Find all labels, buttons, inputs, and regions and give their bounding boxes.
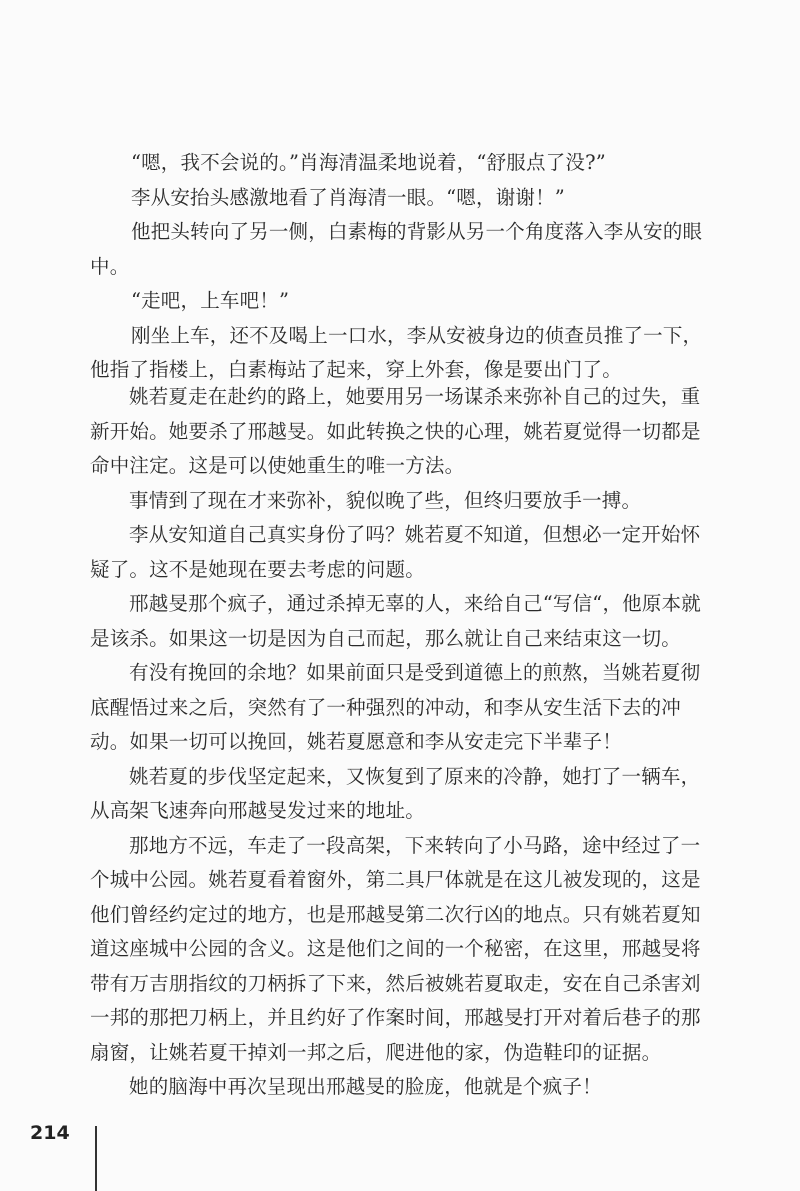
page-number: 214 xyxy=(30,1122,70,1144)
margin-rule xyxy=(95,1126,97,1191)
paragraph: 姚若夏走在赴约的路上，她要用另一场谋杀来弥补自己的过失，重新开始。她要杀了邢越旻。如此转换之快的心理，姚若夏觉得一切都是命中注定。这是可以使她重生的唯一方法。 xyxy=(90,385,701,477)
paragraph: “走吧，上车吧！” xyxy=(130,289,290,312)
paragraph: 邢越旻那个疯子，通过杀掉无辜的人，来给自己“写信“，他原本就是该杀。如果这一切是因为自己而起，那么就让自己来结束这一切。 xyxy=(90,592,701,650)
paragraph: 事情到了现在才来弥补，貌似晚了些，但终归要放手一搏。 xyxy=(129,488,642,512)
paragraph: 姚若夏的步伐坚定起来，又恢复到了原来的冷静，她打了一辆车，从高架飞速奔向邢越旻发过来的地址。 xyxy=(90,764,701,822)
paragraph: 李从安知道自己真实身份了吗？姚若夏不知道，但想必一定开始怀疑了。这不是她现在要去考虑的问题。 xyxy=(90,523,701,581)
paragraph: “嗯，我不会说的。”肖海清温柔地说着，“舒服点了没?” xyxy=(130,151,606,174)
text-section-1 xyxy=(90,146,710,388)
paragraph: 她的脑海中再次呈现出邢越旻的脸庞，他就是个疯子！ xyxy=(129,1075,602,1098)
paragraph: 李从安抬头感激地看了肖海清一眼。“嗯，谢谢！” xyxy=(130,185,565,209)
paragraph: 那地方不远，车走了一段高架，下来转向了小马路，途中经过了一个城中公园。姚若夏看着窗外，第二具尸体就是在这儿被发现的，这是他们曾经约定过的地方，也是邢越旻第二次行凶的地点。只有姚若夏知道这座城中公园的含义。这是他们之间的一个秘密，在这里，邢越旻将带有万吉朋指纹的刀柄拆了下来，然后被姚若夏取走，安在自己杀害刘一邦的那把刀柄上，并且约好了作案时间，邢越旻打开对着后巷子的那扇窗，让姚若夏干掉刘一邦之后，爬进他的家，伪造鞋印的证据。 xyxy=(90,833,701,1064)
paragraph: 刚坐上车，还不及喝上一口水，李从安被身边的侦查员推了一下，他指了指楼上，白素梅站了起来，穿上外套，像是要出门了。 xyxy=(90,323,703,381)
paragraph: 有没有挽回的余地？如果前面只是受到道德上的煎熬，当姚若夏彻底醒悟过来之后，突然有了一种强烈的冲动，和李从安生活下去的冲动。如果一切可以挽回，姚若夏愿意和李从安走完下半辈子！ xyxy=(90,661,701,753)
paragraph: 他把头转向了另一侧，白素梅的背影从另一个角度落入李从安的眼中。 xyxy=(90,220,703,278)
text-section-2 xyxy=(90,380,710,1105)
